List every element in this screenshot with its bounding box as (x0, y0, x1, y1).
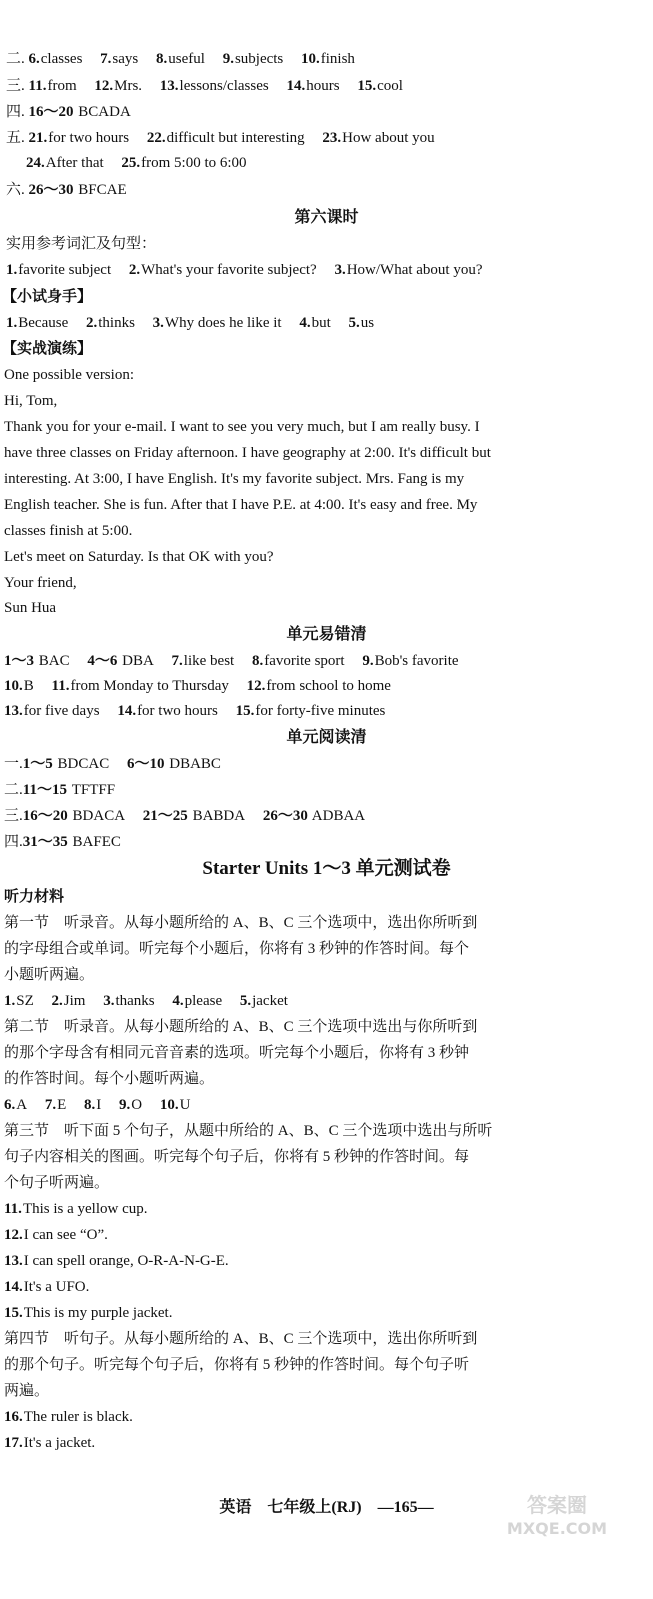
item-number: 7. (171, 653, 183, 669)
item-answer: TFTFF (71, 782, 116, 798)
part-4-instructions: 两遍。 (4, 1383, 50, 1399)
section-label: 五. (6, 130, 25, 146)
part-3-instructions: 第三节 听下面 5 个句子，从题中所给的 A、B、C 三个选项中选出与所听 (4, 1123, 493, 1139)
item-number: 9. (119, 1097, 131, 1113)
item-number: 8. (84, 1097, 96, 1113)
test-title: Starter Units 1～3 单元测试卷 (202, 858, 451, 879)
item-answer: I can spell orange, O-R-A-N-G-E. (23, 1253, 229, 1269)
section-2-answers (6, 49, 355, 71)
item-answer: BCADA (78, 104, 131, 120)
item-answer: E (57, 1097, 67, 1113)
item-answer: BDACA (72, 808, 126, 824)
item-number: 17. (4, 1435, 23, 1451)
reading-row-3 (4, 806, 365, 828)
footer-grade: 七年级上(RJ) (267, 1499, 362, 1516)
section-4-answers (6, 102, 131, 124)
essay-line: Hi, Tom, (4, 393, 58, 409)
item-answer: from Monday to Thursday (70, 678, 229, 694)
item-number: 10. (301, 51, 320, 67)
part-3-answer (4, 1303, 172, 1325)
item-answer: please (184, 993, 223, 1009)
item-number: 14. (117, 703, 137, 719)
section-label: 二. (6, 51, 25, 67)
part-4-instructions: 第四节 听句子。从每小题所给的 A、B、C 三个选项中，选出你所听到 (4, 1331, 478, 1347)
item-answer: subjects (234, 51, 284, 67)
section-3-answers (6, 76, 403, 98)
item-number: 2. (51, 993, 63, 1009)
item-answer: U (179, 1097, 191, 1113)
part-1-answers (4, 991, 288, 1013)
item-number: 15. (4, 1305, 23, 1321)
item-answer: favorite sport (264, 653, 345, 669)
part-2-instructions: 的那个字母含有相同元音音素的选项。听完每个小题后，你将有 3 秒钟 (4, 1045, 470, 1061)
part-3-instructions: 句子内容相关的图画。听完每个句子后，你将有 5 秒钟的作答时间。每 (4, 1149, 470, 1165)
item-answer: ADBAA (311, 808, 366, 824)
part-1-instructions: 小题听两遍。 (4, 967, 95, 983)
item-answer: A (16, 1097, 28, 1113)
item-number: 9. (362, 653, 374, 669)
item-answer: difficult but interesting (166, 130, 305, 146)
item-number: 14. (286, 78, 306, 94)
item-number: 13. (159, 78, 179, 94)
item-answer: How about you (342, 130, 435, 146)
item-number: 3. (103, 993, 115, 1009)
item-number: 24. (26, 155, 45, 171)
section-label: 六. (6, 182, 25, 198)
watermark-glyphs: 答案圈 (527, 1493, 587, 1517)
item-answer: What's your favorite subject? (141, 262, 317, 278)
practice-label: 【实战演练】 (2, 341, 93, 357)
item-number: 16～20 (22, 808, 68, 824)
try-label: 【小试身手】 (2, 289, 93, 305)
item-number: 22. (146, 130, 166, 146)
item-answer: SZ (16, 993, 34, 1009)
essay-line: classes finish at 5:00. (4, 523, 133, 539)
part-4-answer (4, 1433, 95, 1455)
item-number: 4. (172, 993, 184, 1009)
part-4-instructions: 的那个句子。听完每个句子后，你将有 5 秒钟的作答时间。每个句子听 (4, 1357, 470, 1373)
listening-label: 听力材料 (4, 889, 65, 905)
section-label: 四. (4, 834, 23, 850)
item-answer: for two hours (48, 130, 130, 146)
item-answer: The ruler is black. (23, 1409, 133, 1425)
item-number: 7. (44, 1097, 57, 1113)
item-number: 5. (239, 993, 252, 1009)
item-answer: classes (40, 51, 83, 67)
reading-title: 单元阅读清 (286, 729, 367, 746)
essay-line: Your friend, (4, 575, 77, 591)
item-number: 14. (4, 1279, 23, 1295)
section-6-answers (6, 180, 127, 202)
item-answer: Because (18, 315, 69, 331)
item-answer: BAFEC (72, 834, 121, 850)
section-label: 一. (4, 756, 23, 772)
watermark-text: MXQE.COM (506, 1519, 608, 1538)
item-answer: but (311, 315, 331, 331)
item-number: 11. (28, 78, 47, 94)
item-number: 11. (4, 1201, 22, 1217)
part-3-answer (4, 1199, 148, 1221)
item-number: 12. (94, 78, 114, 94)
part-3-answer (4, 1225, 108, 1247)
item-number: 21. (28, 130, 48, 146)
item-answer: from (47, 78, 77, 94)
item-answer: DBABC (169, 756, 221, 772)
item-answer: Why does he like it (164, 315, 282, 331)
section-label: 三. (4, 808, 23, 824)
item-answer: jacket (252, 993, 288, 1009)
part-1-instructions: 的字母组合或单词。听完每个小题后，你将有 3 秒钟的作答时间。每个 (4, 941, 470, 957)
item-number: 26～30 (28, 182, 74, 198)
item-answer: says (112, 51, 139, 67)
page-number: —165— (377, 1499, 434, 1516)
part-1-instructions: 第一节 听录音。从每小题所给的 A、B、C 三个选项中，选出你所听到 (4, 915, 478, 931)
item-number: 23. (322, 130, 342, 146)
item-answer: BABDA (192, 808, 246, 824)
item-number: 9. (222, 51, 234, 67)
item-answer: It's a UFO. (23, 1279, 90, 1295)
item-number: 6～10 (126, 756, 165, 772)
item-answer: BFCAE (78, 182, 127, 198)
footer-subject: 英语 (219, 1499, 252, 1516)
item-answer: for two hours (137, 703, 218, 719)
item-answer: Bob's favorite (374, 653, 459, 669)
item-answer: hours (306, 78, 340, 94)
item-number: 11～15 (22, 782, 67, 798)
item-answer: It's a jacket. (23, 1435, 96, 1451)
essay-line: have three classes on Friday afternoon. I have geography at 2:00. It's difficult but (4, 445, 491, 461)
item-number: 10. (159, 1097, 179, 1113)
essay-line: interesting. At 3:00, I have English. It's my favorite subject. Mrs. Fang is my (4, 471, 465, 487)
item-answer: How/What about you? (346, 262, 483, 278)
item-answer: O (131, 1097, 143, 1113)
phrases-label: 实用参考词汇及句型： (6, 236, 157, 252)
part-2-instructions: 的作答时间。每个小题听两遍。 (4, 1071, 215, 1087)
item-number: 1～3 (4, 653, 35, 669)
item-answer: I can see “O”. (23, 1227, 108, 1243)
essay-line: Sun Hua (4, 600, 57, 616)
item-answer: After that (45, 155, 104, 171)
item-answer: cool (377, 78, 403, 94)
essay-line: English teacher. She is fun. After that I have P.E. at 4:00. It's easy and free. My (4, 497, 478, 513)
item-number: 1. (6, 315, 18, 331)
section-5-answers (6, 128, 435, 150)
item-number: 1. (4, 993, 16, 1009)
item-number: 12. (4, 1227, 23, 1243)
part-2-instructions: 第二节 听录音。从每小题所给的 A、B、C 三个选项中选出与你所听到 (4, 1019, 478, 1035)
phrases-answers (6, 260, 483, 282)
item-answer: for forty-five minutes (255, 703, 386, 719)
reading-row-4 (4, 832, 121, 854)
item-number: 6. (28, 51, 40, 67)
part-3-instructions: 个句子听两遍。 (4, 1175, 110, 1191)
essay-line: Let's meet on Saturday. Is that OK with you? (4, 549, 274, 565)
item-number: 4～6 (87, 653, 118, 669)
item-number: 5. (348, 315, 360, 331)
watermark-logo (467, 1490, 647, 1538)
item-number: 31～35 (22, 834, 68, 850)
item-number: 8. (251, 653, 264, 669)
essay-line: One possible version: (4, 367, 134, 383)
item-number: 11. (51, 678, 70, 694)
item-number: 7. (100, 51, 112, 67)
item-number: 1～5 (22, 756, 53, 772)
item-answer: like best (183, 653, 235, 669)
item-number: 1. (6, 262, 18, 278)
item-number: 6. (4, 1097, 16, 1113)
item-number: 3. (152, 315, 164, 331)
item-number: 2. (128, 262, 141, 278)
item-number: 16. (4, 1409, 23, 1425)
item-answer: finish (320, 51, 355, 67)
item-number: 4. (299, 315, 311, 331)
errors-title: 单元易错清 (286, 626, 367, 643)
item-answer: thinks (98, 315, 135, 331)
item-answer: favorite subject (18, 262, 112, 278)
item-answer: B (23, 678, 34, 694)
item-number: 12. (246, 678, 266, 694)
item-answer: DBA (122, 653, 154, 669)
lesson-6-title: 第六课时 (294, 209, 359, 226)
item-number: 26～30 (262, 808, 308, 824)
item-number: 21～25 (142, 808, 188, 824)
try-answers (6, 313, 374, 335)
item-answer: useful (168, 51, 205, 67)
item-number: 25. (121, 155, 141, 171)
item-answer: I (96, 1097, 102, 1113)
section-label: 四. (6, 104, 25, 120)
item-number: 15. (235, 703, 255, 719)
item-number: 10. (4, 678, 23, 694)
item-number: 15. (357, 78, 377, 94)
errors-row-2 (4, 676, 391, 698)
item-answer: BDCAC (57, 756, 110, 772)
essay-line: Thank you for your e-mail. I want to see you very much, but I am really busy. I (4, 419, 480, 435)
item-answer: This is a yellow cup. (22, 1201, 148, 1217)
errors-row-3 (4, 701, 385, 723)
item-answer: thanks (115, 993, 155, 1009)
item-answer: This is my purple jacket. (23, 1305, 173, 1321)
item-answer: from 5:00 to 6:00 (141, 155, 247, 171)
item-number: 2. (85, 315, 98, 331)
item-number: 3. (334, 262, 346, 278)
section-5-answers-cont (26, 153, 247, 175)
reading-row-2 (4, 780, 115, 802)
section-label: 三. (6, 78, 25, 94)
item-number: 13. (4, 703, 23, 719)
section-label: 二. (4, 782, 23, 798)
errors-row-1 (4, 651, 459, 673)
item-answer: BAC (38, 653, 70, 669)
item-number: 13. (4, 1253, 23, 1269)
item-answer: lessons/classes (179, 78, 269, 94)
item-answer: Jim (63, 993, 86, 1009)
part-2-answers (4, 1095, 190, 1117)
item-answer: for five days (23, 703, 100, 719)
item-number: 16～20 (28, 104, 74, 120)
item-number: 8. (156, 51, 168, 67)
reading-row-1 (4, 754, 221, 776)
part-3-answer (4, 1251, 229, 1273)
item-answer: Mrs. (114, 78, 143, 94)
item-answer: us (360, 315, 375, 331)
item-answer: from school to home (266, 678, 391, 694)
part-4-answer (4, 1407, 133, 1429)
part-3-answer (4, 1277, 89, 1299)
